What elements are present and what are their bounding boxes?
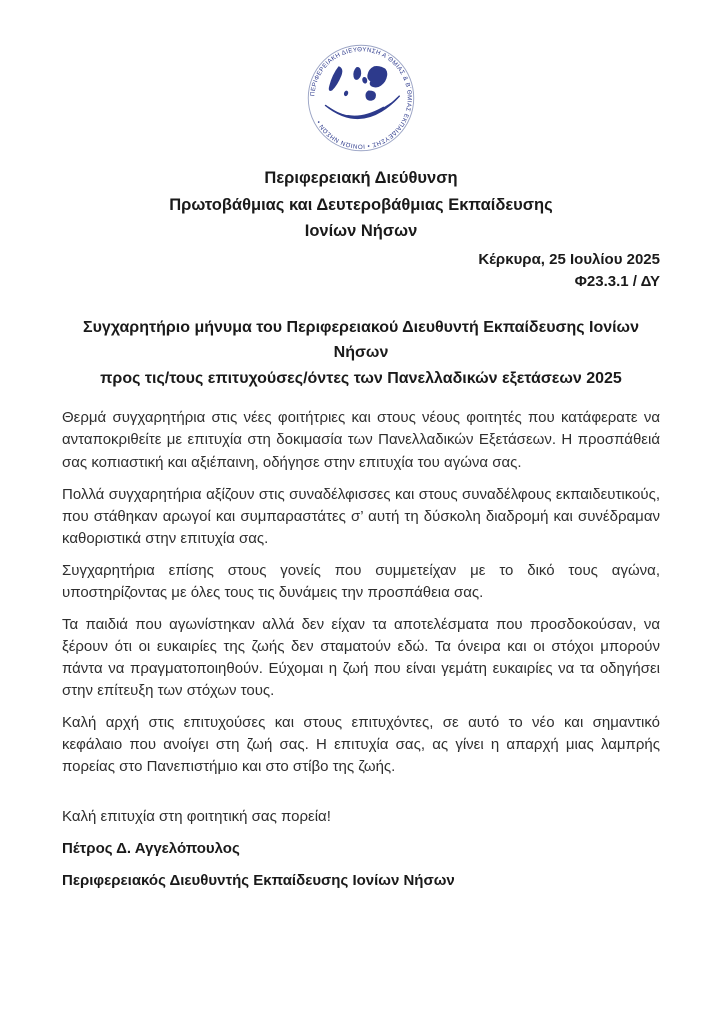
org-header-line2: Πρωτοβάθμιας και Δευτεροβάθμιας Εκπαίδευσης: [169, 195, 553, 214]
paragraph-3: Συγχαρητήρια επίσης στους γονείς που συμμετείχαν με το δικό τους αγώνα, υποστηρίζοντας με όλες τους τις δυνάμεις την προσπάθεια σας.: [62, 561, 660, 601]
logo-container: [62, 42, 660, 159]
paragraph-4: Τα παιδιά που αγωνίστηκαν αλλά δεν είχαν τα αποτελέσματα που προσδοκούσαν, να ξέρουν ότι οι ευκαιρίες της ζωής δεν σταματούν εδώ. Τα όνειρα και οι στόχοι μπορούν πάντα να πραγματοποιηθούν. Εύχομαι η ζωή που είναι γεμάτη ευκαιρίες να τα οδηγήσει στην επίτευξη των στόχων τους.: [62, 615, 660, 699]
seal-ring-text: ΠΕΡΙΦΕΡΕΙΑΚΗ ΔΙΕΥΘΥΝΣΗ Α΄ΘΜΙΑΣ & Β΄ΘΜΙΑΣ ΕΚΠΑΙΔΕΥΣΗΣ • ΙΟΝΙΩΝ ΝΗΣΩΝ •: [309, 46, 413, 150]
org-header-line1: Περιφερειακή Διεύθυνση: [264, 169, 458, 187]
paragraph-5: Καλή αρχή στις επιτυχούσες και στους επιτυχόντες, σε αυτό το νέο και σημαντικό κεφάλαιο που ανοίγει στη ζωή σας. Η επιτυχία σας, ας γίνει η απαρχή μιας λαμπρής πορείας στο Πανεπιστήμιο και στο στίβο της ζωής.: [62, 714, 660, 776]
islands-shapes: [329, 66, 388, 101]
signature-name: Πέτρος Δ. Αγγελόπουλος: [62, 840, 240, 858]
meta-block: [62, 249, 660, 293]
org-header-line3: Ιονίων Νήσων: [304, 222, 418, 241]
paragraph-1: Θερμά συγχαρητήρια στις νέες φοιτήτριες και στους νέους φοιτητές που κατάφερατε να ανταποκριθείτε με επιτυχία στη δοκιμασία των Πανελλαδικών Εξετάσεων. Η προσπάθειά σας κοπιαστική και αξιέπαινη, οδήγησε στην επιτυχία του αγώνα σας.: [62, 409, 660, 471]
closing-wish: Καλή επιτυχία στη φοιτητική σας πορεία!: [62, 808, 331, 826]
ionian-islands-seal-icon: [305, 42, 417, 154]
paragraph-2: Πολλά συγχαρητήρια αξίζουν στις συναδέλφισσες και στους συναδέλφους εκπαιδευτικούς, που στάθηκαν αρωγοί και συμπαραστάτες σ’ αυτή τη δύσκολη διαδρομή και συνέδραμαν καθοριστικά στην επιτυχία σας.: [62, 485, 660, 547]
document-title-line2: προς τις/τους επιτυχούσες/όντες των Πανελλαδικών εξετάσεων 2025: [100, 369, 622, 387]
signature-title: Περιφερειακός Διευθυντής Εκπαίδευσης Ιονίων Νήσων: [62, 872, 455, 890]
wave-bowl-shape: [326, 96, 400, 118]
document-title: [62, 315, 660, 392]
reference-number: Φ23.3.1 / ΔΥ: [574, 272, 660, 290]
place-date: Κέρκυρα, 25 Ιουλίου 2025: [478, 251, 660, 269]
document-title-line1: Συγχαρητήριο μήνυμα του Περιφερειακού Διευθυντή Εκπαίδευσης Ιονίων Νήσων: [83, 318, 639, 362]
body-text: [62, 407, 660, 778]
org-header: [62, 165, 660, 245]
